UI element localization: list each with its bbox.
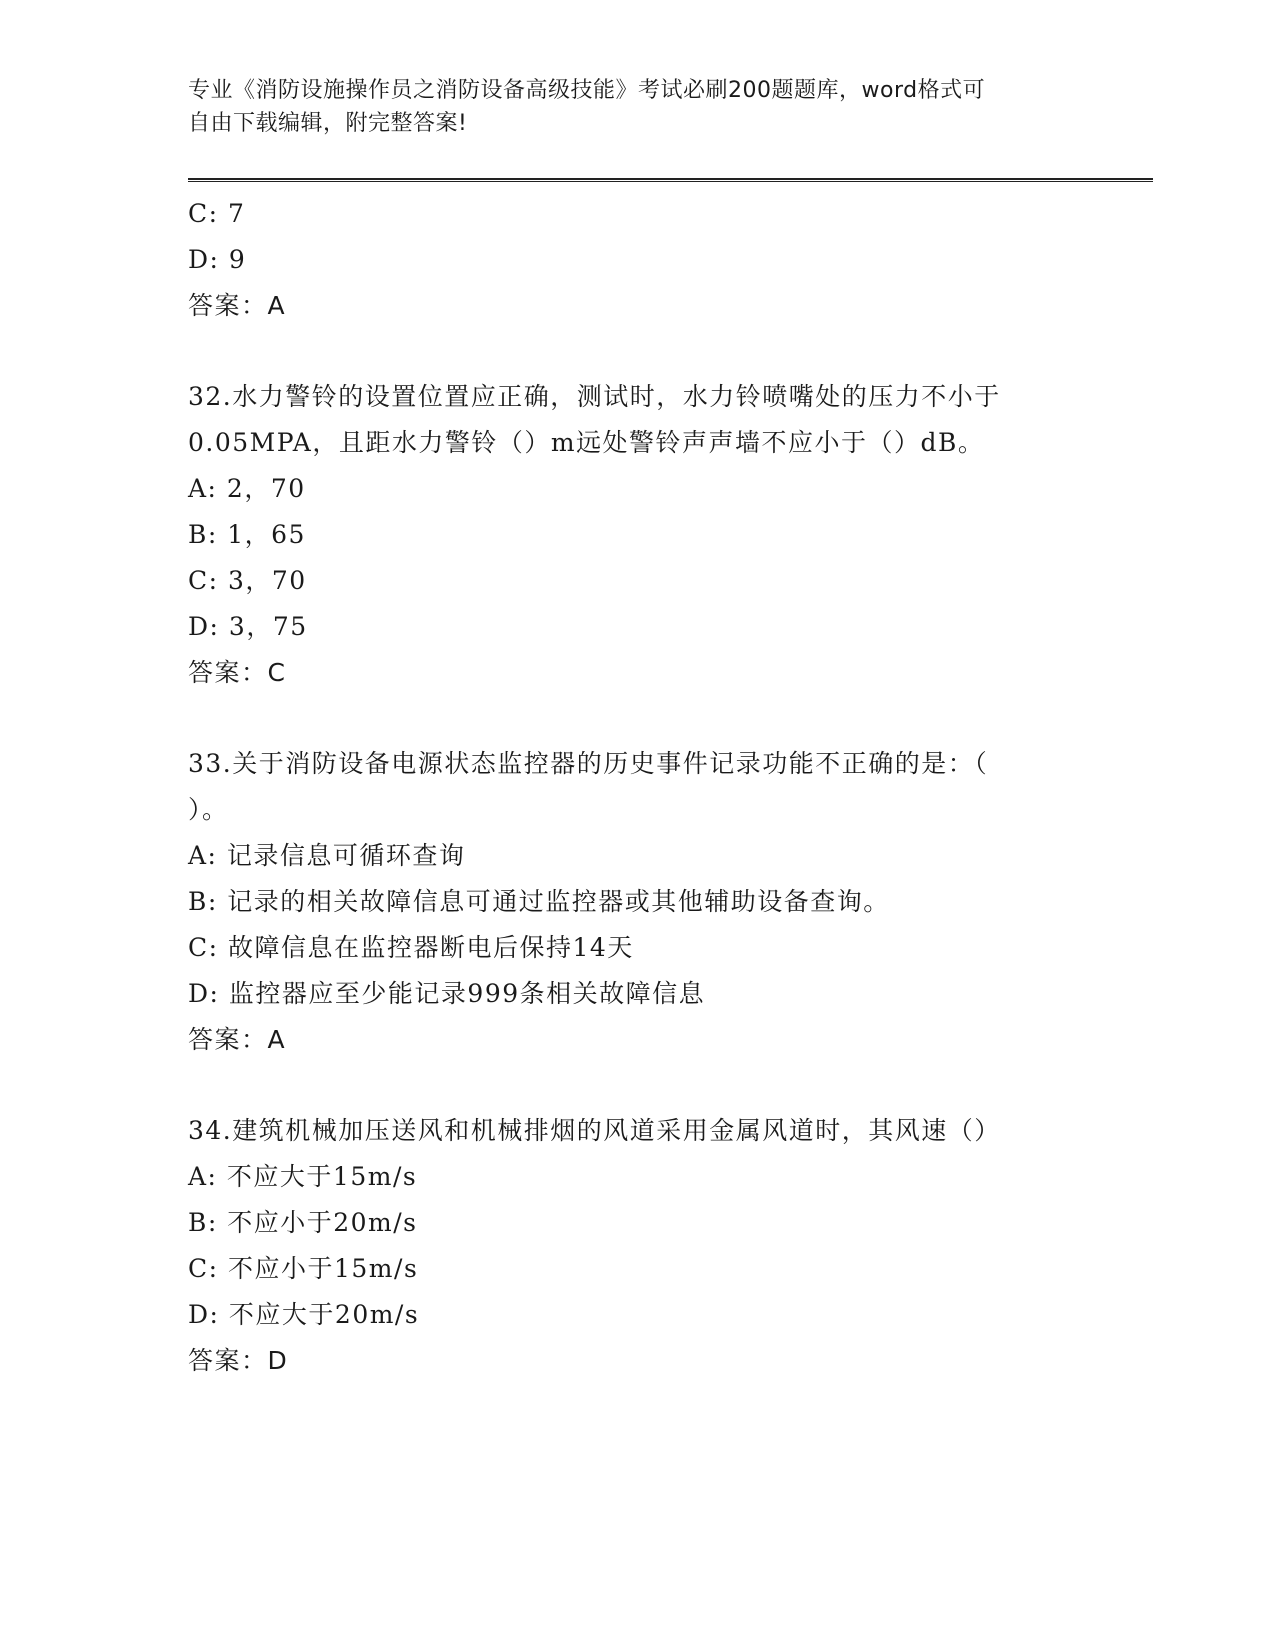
header-title-line-1: 专业《消防设施操作员之消防设备高级技能》考试必刷200题题库，word格式可: [188, 78, 986, 103]
option-a: A: 记录信息可循环查询: [188, 841, 466, 870]
question-stem: 34.建筑机械加压送风和机械排烟的风道采用金属风道时，其风速（）: [188, 1116, 1001, 1145]
option-c: C: 故障信息在监控器断电后保持14天: [188, 933, 634, 962]
question-stem-continued: 0.05MPA，且距水力警铃（）m远处警铃声声墙不应小于（）dB。: [188, 428, 985, 457]
option-b: B: 记录的相关故障信息可通过监控器或其他辅助设备查询。: [188, 887, 890, 916]
option-a: A: 2，70: [188, 474, 306, 503]
question-32: [188, 374, 1088, 696]
option-b: B: 不应小于20m/s: [188, 1208, 418, 1237]
question-33: [188, 741, 1088, 1063]
question-31-tail: [188, 191, 1088, 329]
page-header: [188, 74, 1068, 140]
question-list: [188, 191, 1088, 1384]
question-stem-continued: ）。: [188, 795, 229, 824]
option-d: D: 3，75: [188, 612, 308, 641]
option-c: C: 7: [188, 199, 246, 228]
header-divider: [188, 178, 1153, 182]
answer-line: 答案：C: [188, 658, 287, 687]
answer-line: 答案：A: [188, 1025, 287, 1054]
option-c: C: 3，70: [188, 566, 307, 595]
option-c: C: 不应小于15m/s: [188, 1254, 419, 1283]
answer-line: 答案：D: [188, 1346, 289, 1375]
option-b: B: 1，65: [188, 520, 306, 549]
option-d: D: 9: [188, 245, 247, 274]
question-34: [188, 1108, 1088, 1384]
answer-line: 答案：A: [188, 291, 287, 320]
question-stem: 32.水力警铃的设置位置应正确，测试时，水力铃喷嘴处的压力不小于: [188, 382, 1001, 411]
question-stem: 33.关于消防设备电源状态监控器的历史事件记录功能不正确的是：（: [188, 749, 989, 778]
header-title-line-2: 自由下载编辑，附完整答案!: [188, 111, 468, 136]
option-d: D: 监控器应至少能记录999条相关故障信息: [188, 979, 706, 1008]
option-a: A: 不应大于15m/s: [188, 1162, 418, 1191]
option-d: D: 不应大于20m/s: [188, 1300, 420, 1329]
